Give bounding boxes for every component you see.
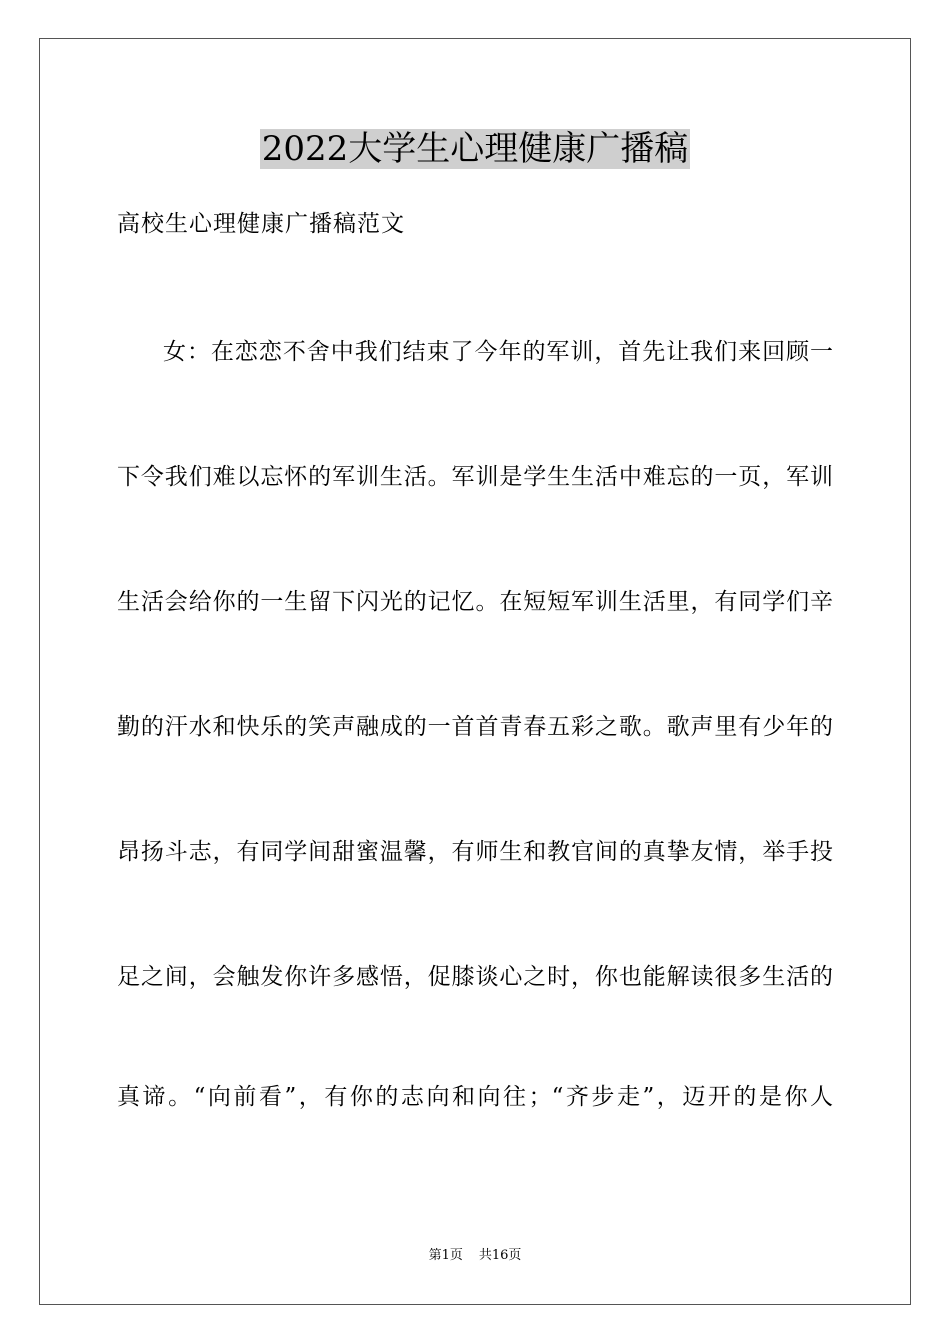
- total-pages: 共16页: [478, 1248, 522, 1263]
- body-line-7: 真谛。“向前看”，有你的志向和向往；“齐步走”，迈开的是你人: [117, 1084, 833, 1110]
- body-line-2: 下令我们难以忘怀的军训生活。军训是学生生活中难忘的一页，军训: [117, 464, 833, 490]
- body-line-4: 勤的汗水和快乐的笑声融成的一首首青春五彩之歌。歌声里有少年的: [117, 714, 833, 740]
- page-footer: [0, 1247, 950, 1265]
- body-line-5: 昂扬斗志，有同学间甜蜜温馨，有师生和教官间的真挚友情，举手投: [117, 839, 833, 865]
- page-number: 第1页: [428, 1248, 463, 1263]
- document-title: [0, 128, 950, 170]
- document-title-text: 2022大学生心理健康广播稿: [261, 129, 689, 169]
- body-line-1: 女：在恋恋不舍中我们结束了今年的军训，首先让我们来回顾一: [163, 339, 833, 365]
- body-line-3: 生活会给你的一生留下闪光的记忆。在短短军训生活里，有同学们辛: [117, 589, 833, 615]
- body-line-6: 足之间，会触发你许多感悟，促膝谈心之时，你也能解读很多生活的: [117, 964, 833, 990]
- document-subtitle: 高校生心理健康广播稿范文: [117, 211, 405, 237]
